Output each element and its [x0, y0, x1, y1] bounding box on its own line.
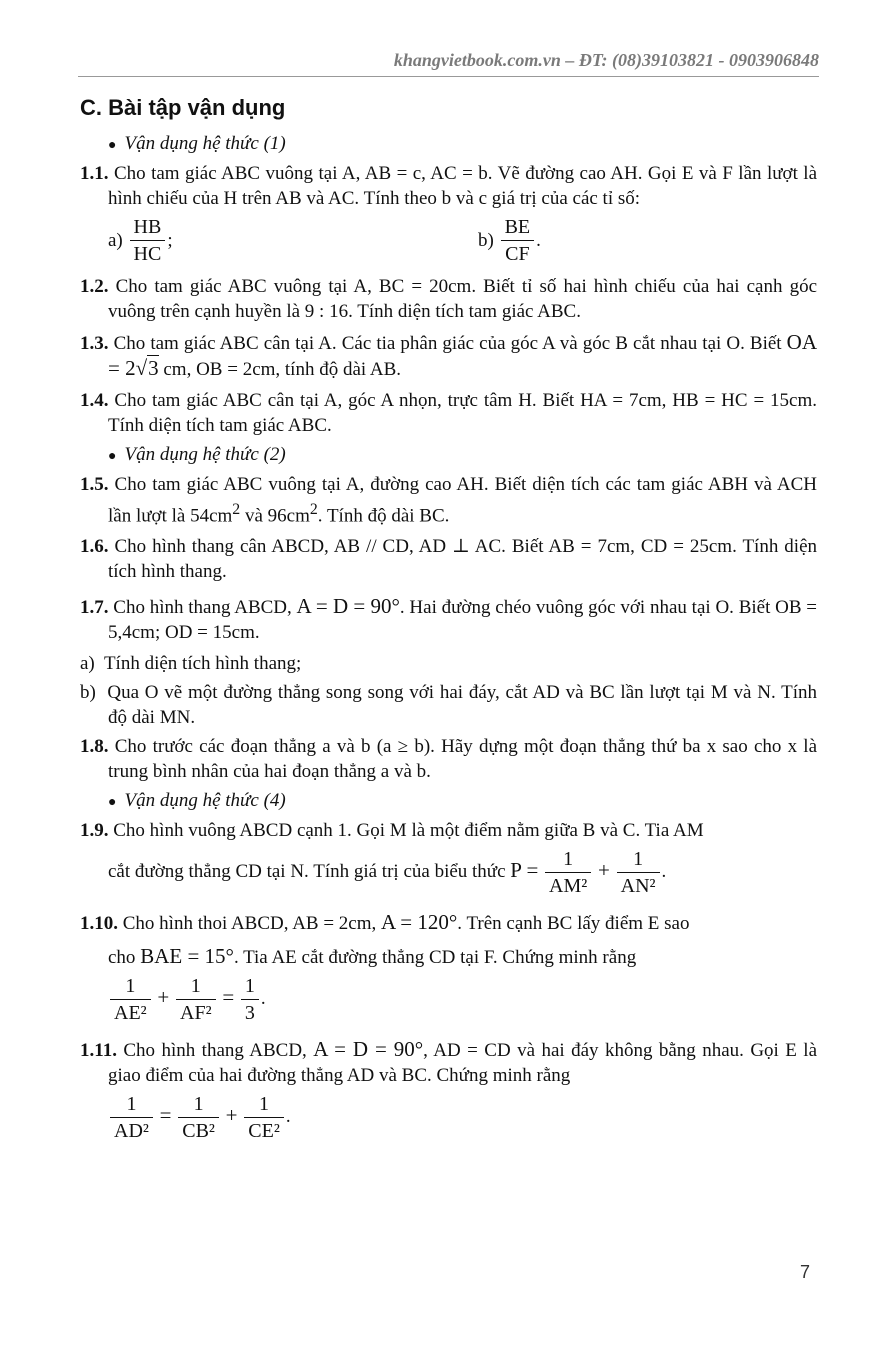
- subhead-1: ● Vận dụng hệ thức (1): [108, 133, 286, 154]
- page-header: khangvietbook.com.vn – ĐT: (08)39103821 - 0903906848: [393, 50, 819, 70]
- fraction-1-ae2: $\frac{1}{\text{AE²}}$: [110, 976, 151, 1023]
- bullet-icon: ●: [108, 795, 117, 811]
- problem-1-9: 1.9. Cho hình vuông ABCD cạnh 1. Gọi M là một điểm nằm giữa B và C. Tia AM: [80, 820, 704, 842]
- problem-1-8: 1.8. Cho trước các đoạn thẳng a và b (a ≥ b). Hãy dựng một đoạn thẳng thứ ba x sao cho x là trung bình nhân của hai đoạn thẳng a và b.: [80, 736, 818, 783]
- fraction-1-af2: $\frac{1}{\text{AF²}}$: [176, 976, 216, 1023]
- problem-1-7-b: b) Qua O vẽ một đường thẳng song song với hai đáy, cắt AD và BC lần lượt tại M và N. Tính độ dài MN.: [80, 682, 818, 729]
- fraction-be-cf: $\frac{BE}{CF}$: [501, 217, 535, 264]
- section-title: C. Bài tập vận dụng: [80, 95, 286, 120]
- fraction-hb-hc: $\frac{HB}{HC}$: [130, 217, 166, 264]
- fraction-1-an2: $\frac{1}{\text{AN²}}$: [617, 849, 660, 896]
- problem-1-11: 1.11. Cho hình thang ABCD, A = D = 90°, AD = CD và hai đáy không bằng nhau. Gọi E là giao điểm của hai đường thẳng AD và BC. Chứng minh rằng: [80, 1037, 817, 1087]
- fraction-1-cb2: $\frac{1}{\text{CB²}}$: [178, 1094, 219, 1141]
- part-b: b) $\frac{BE}{CF}$ .: [478, 216, 541, 265]
- fraction-1-am2: $\frac{1}{\text{AM²}}$: [545, 849, 591, 896]
- content: [80, 95, 817, 1151]
- problem-1-10: 1.10. Cho hình thoi ABCD, AB = 2cm, A = 120°. Trên cạnh BC lấy điểm E sao: [80, 910, 690, 935]
- problem-1-11-expr: $\frac{1}{\text{AD²}}$ = $\frac{1}{\text{CB²}}$ + $\frac{1}{\text{CE²}}$ .: [108, 1094, 817, 1141]
- problem-1-10-expr: $\frac{1}{\text{AE²}}$ + $\frac{1}{\text{AF²}}$ = $\frac{1}{3}$ .: [108, 976, 817, 1023]
- problem-1-5: 1.5. Cho tam giác ABC vuông tại A, đường cao AH. Biết diện tích các tam giác ABH và ACH lần lượt là $54cm^2$ và $96cm^2$. Tính độ dài BC.: [80, 474, 818, 527]
- part-a: a) $\frac{HB}{HC}$ ;: [108, 216, 173, 265]
- subhead-2: ● Vận dụng hệ thức (2): [108, 444, 286, 465]
- problem-1-1: 1.1. Cho tam giác ABC vuông tại A, AB = c, AC = b. Vẽ đường cao AH. Gọi E và F lần lượt là hình chiếu của H trên AB và AC. Tính theo b và c giá trị của các tỉ số:: [80, 163, 818, 209]
- bullet-icon: ●: [108, 138, 117, 153]
- problem-1-9-expr: cắt đường thẳng CD tại N. Tính giá trị của biểu thức P = $\frac{1}{\text{AM²}}$ + $\frac{1}{\text{AN²}}$ .: [108, 848, 667, 898]
- problem-1-7: 1.7. Cho hình thang ABCD, A = D = 90°. Hai đường chéo vuông góc với nhau tại O. Biết OB = 5,4cm; OD = 15cm.: [80, 594, 818, 644]
- problem-1-2: 1.2. Cho tam giác ABC vuông tại A, BC = 20cm. Biết tỉ số hai hình chiếu của hai cạnh góc vuông trên cạnh huyền là 9 : 16. Tính diện tích tam giác ABC.: [80, 276, 817, 322]
- header-rule: [78, 76, 819, 77]
- fraction-1-ad2: $\frac{1}{\text{AD²}}$: [110, 1094, 153, 1141]
- problem-1-6: 1.6. Cho hình thang cân ABCD, AB // CD, AD ⊥ AC. Biết AB = 7cm, CD = 25cm. Tính diện tích hình thang.: [80, 536, 817, 583]
- subhead-3: ● Vận dụng hệ thức (4): [108, 790, 286, 812]
- problem-1-4: 1.4. Cho tam giác ABC cân tại A, góc A nhọn, trực tâm H. Biết HA = 7cm, HB = HC = 15cm. Tính diện tích tam giác ABC.: [80, 390, 817, 436]
- bullet-icon: ●: [108, 449, 117, 464]
- problem-1-1-parts: [108, 217, 817, 264]
- fraction-1-ce2: $\frac{1}{\text{CE²}}$: [244, 1094, 284, 1141]
- problem-1-7-a: a) Tính diện tích hình thang;: [80, 653, 302, 675]
- page-number: 7: [800, 1262, 811, 1282]
- fraction-1-3: $\frac{1}{3}$: [241, 976, 259, 1023]
- problem-1-3: 1.3. Cho tam giác ABC cân tại A. Các tia phân giác của góc A và góc B cắt nhau tại O. Biết OA = 2√3 cm, OB = 2cm, tính độ dài AB.: [80, 330, 817, 380]
- problem-1-10-cont: cho BAE = 15°. Tia AE cắt đường thẳng CD tại F. Chứng minh rằng: [108, 944, 637, 969]
